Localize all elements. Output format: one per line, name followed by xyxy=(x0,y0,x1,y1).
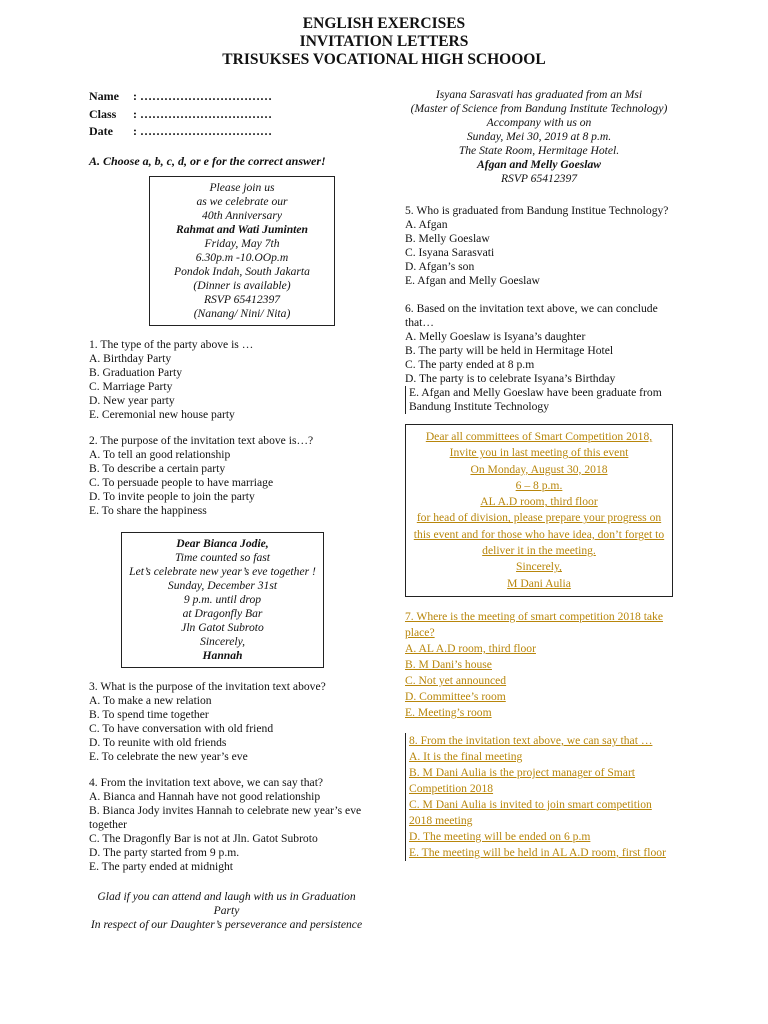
meeting-line: deliver it in the meeting. xyxy=(482,544,596,558)
header-school: TRISUKSES VOCATIONAL HIGH SCHOOOL xyxy=(222,51,546,68)
question-2 xyxy=(89,434,364,518)
question-stem: 4. From the invitation text above, we can say that? xyxy=(89,775,324,789)
option: A. Birthday Party xyxy=(89,351,172,365)
box2-line: 9 p.m. until drop xyxy=(183,592,262,606)
box2-line: Sunday, December 31st xyxy=(167,578,278,592)
meeting-line: for head of division, please prepare your progress on this event and for those who have idea, don’t forget to xyxy=(413,511,665,541)
option: B. To spend time together xyxy=(89,707,209,721)
box2-signature: Hannah xyxy=(202,648,243,662)
question-stem: 5. Who is graduated from Bandung Institue Technology? xyxy=(405,204,669,217)
graduation-invitation-continued xyxy=(405,88,673,186)
closing-line: In respect of our Daughter’s perseverance and persistence xyxy=(90,917,363,931)
option: D. To invite people to join the party xyxy=(89,489,255,503)
option: A. Bianca and Hannah have not good relationship xyxy=(89,789,321,803)
question-8 xyxy=(405,733,673,861)
meeting-line: Dear all committees of Smart Competition 2018, xyxy=(425,430,653,443)
option: A. Melly Goeslaw is Isyana’s daughter xyxy=(405,330,586,343)
box2-greeting: Dear Bianca Jodie, xyxy=(176,536,269,550)
option: E. Ceremonial new house party xyxy=(89,407,235,421)
date-label: Date xyxy=(89,124,113,138)
invitation-hosts: Afgan and Melly Goeslaw xyxy=(477,158,601,171)
section-a-instruction: A. Choose a, b, c, d, or e for the correct answer! xyxy=(89,153,326,168)
worksheet-header xyxy=(0,15,768,69)
option: E. To share the happiness xyxy=(89,503,207,517)
meeting-line: Invite you in last meeting of this event xyxy=(449,446,629,460)
option: A. To make a new relation xyxy=(89,693,212,707)
question-4 xyxy=(89,776,364,874)
box2-line: Jln Gatot Subroto xyxy=(181,620,264,634)
question-stem: 8. From the invitation text above, we can say that … xyxy=(409,733,653,747)
new-year-invitation-box xyxy=(121,532,324,668)
option: C. Isyana Sarasvati xyxy=(405,246,495,259)
name-field xyxy=(89,88,364,106)
box1-line: Please join us xyxy=(209,180,275,194)
box2-line: Let’s celebrate new year’s eve together ! xyxy=(129,564,316,578)
date-blank: : …………………………… xyxy=(133,124,272,138)
option: A. To tell an good relationship xyxy=(89,447,231,461)
option: B. Bianca Jody invites Hannah to celebrate new year’s eve together xyxy=(89,803,362,831)
option: B. M Dani Aulia is the project manager of Smart Competition 2018 xyxy=(409,765,636,795)
question-stem: 6. Based on the invitation text above, we can conclude that… xyxy=(405,302,658,329)
option: D. Committee’s room xyxy=(405,689,506,703)
header-subtitle: INVITATION LETTERS xyxy=(299,33,469,50)
graduation-invitation-start xyxy=(89,890,364,932)
option: C. To have conversation with old friend xyxy=(89,721,274,735)
question-5 xyxy=(405,204,673,288)
invitation-line: Accompany with us on xyxy=(486,116,592,129)
class-field xyxy=(89,106,364,124)
right-column xyxy=(405,88,673,861)
option: D. New year party xyxy=(89,393,175,407)
option: C. M Dani Aulia is invited to join smart competition 2018 meeting xyxy=(409,797,652,827)
box1-line: as we celebrate our xyxy=(196,194,288,208)
question-stem: 3. What is the purpose of the invitation text above? xyxy=(89,679,326,693)
box1-line: 6.30p.m -10.OOp.m xyxy=(195,250,289,264)
box1-line: (Nanang/ Nini/ Nita) xyxy=(193,306,291,320)
option: E. The meeting will be held in AL A.D room, first floor xyxy=(409,845,666,859)
box1-line: Pondok Indah, South Jakarta xyxy=(174,264,310,278)
meeting-line: On Monday, August 30, 2018 xyxy=(470,462,608,476)
option: E. To celebrate the new year’s eve xyxy=(89,749,248,763)
box1-line: (Dinner is available) xyxy=(193,278,291,292)
closing-line: Glad if you can attend and laugh with us in Graduation Party xyxy=(97,889,356,917)
option: A. Afgan xyxy=(405,218,448,231)
meeting-signature: M Dani Aulia xyxy=(507,576,571,590)
left-column xyxy=(89,88,364,932)
option: B. To describe a certain party xyxy=(89,461,226,475)
question-7 xyxy=(405,609,673,721)
invitation-line: Sunday, Mei 30, 2019 at 8 p.m. xyxy=(466,130,612,143)
option: C. Marriage Party xyxy=(89,379,173,393)
question-stem: 2. The purpose of the invitation text above is…? xyxy=(89,433,314,447)
class-blank: : …………………………… xyxy=(133,106,272,121)
option: C. Not yet announced xyxy=(405,673,507,687)
invitation-line: (Master of Science from Bandung Institute Technology) xyxy=(410,102,668,115)
option: D. Afgan’s son xyxy=(405,260,475,273)
option: E. Meeting’s room xyxy=(405,705,492,719)
question-stem: 7. Where is the meeting of smart competition 2018 take place? xyxy=(405,609,664,639)
box1-line: RSVP 65412397 xyxy=(203,292,281,306)
name-label: Name xyxy=(89,89,119,103)
invitation-line: The State Room, Hermitage Hotel. xyxy=(458,144,620,157)
option: B. M Dani’s house xyxy=(405,657,492,671)
box1-line: Friday, May 7th xyxy=(204,236,280,250)
option: E. Afgan and Melly Goeslaw xyxy=(405,274,540,287)
option: D. The party started from 9 p.m. xyxy=(89,845,240,859)
box1-hosts: Rahmat and Wati Juminten xyxy=(176,222,308,236)
meeting-line: Sincerely, xyxy=(516,560,562,574)
question-6 xyxy=(405,302,673,414)
option: D. The party is to celebrate Isyana’s Birthday xyxy=(405,372,616,385)
box2-line: at Dragonfly Bar xyxy=(182,606,263,620)
question-stem: 1. The type of the party above is … xyxy=(89,337,254,351)
box1-line: 40th Anniversary xyxy=(202,208,282,222)
meeting-line: AL A.D room, third floor xyxy=(480,495,598,509)
question-1 xyxy=(89,338,364,422)
name-blank: : …………………………… xyxy=(133,89,272,103)
option: C. To persuade people to have marriage xyxy=(89,475,274,489)
invitation-line: Isyana Sarasvati has graduated from an Msi xyxy=(435,88,643,101)
class-label: Class xyxy=(89,106,117,121)
option: B. The party will be held in Hermitage Hotel xyxy=(405,344,614,357)
box2-line: Sincerely, xyxy=(200,634,245,648)
option: B. Graduation Party xyxy=(89,365,183,379)
option: B. Melly Goeslaw xyxy=(405,232,490,245)
meeting-line: 6 – 8 p.m. xyxy=(515,478,563,492)
invitation-line: RSVP 65412397 xyxy=(500,172,578,185)
option: C. The Dragonfly Bar is not at Jln. Gatot Subroto xyxy=(89,831,318,845)
meeting-invitation-box xyxy=(405,424,673,597)
header-title: ENGLISH EXERCISES xyxy=(302,15,466,32)
date-field xyxy=(89,123,364,141)
option: D. The meeting will be ended on 6 p.m xyxy=(409,829,591,843)
option: A. AL A.D room, third floor xyxy=(405,641,536,655)
option: C. The party ended at 8 p.m xyxy=(405,358,535,371)
option: D. To reunite with old friends xyxy=(89,735,227,749)
option: E. Afgan and Melly Goeslaw have been graduate from Bandung Institute Technology xyxy=(405,386,673,414)
option: A. It is the final meeting xyxy=(409,749,523,763)
question-3 xyxy=(89,680,364,764)
anniversary-invitation-box xyxy=(149,176,335,326)
box2-line: Time counted so fast xyxy=(174,550,270,564)
option: E. The party ended at midnight xyxy=(89,859,234,873)
